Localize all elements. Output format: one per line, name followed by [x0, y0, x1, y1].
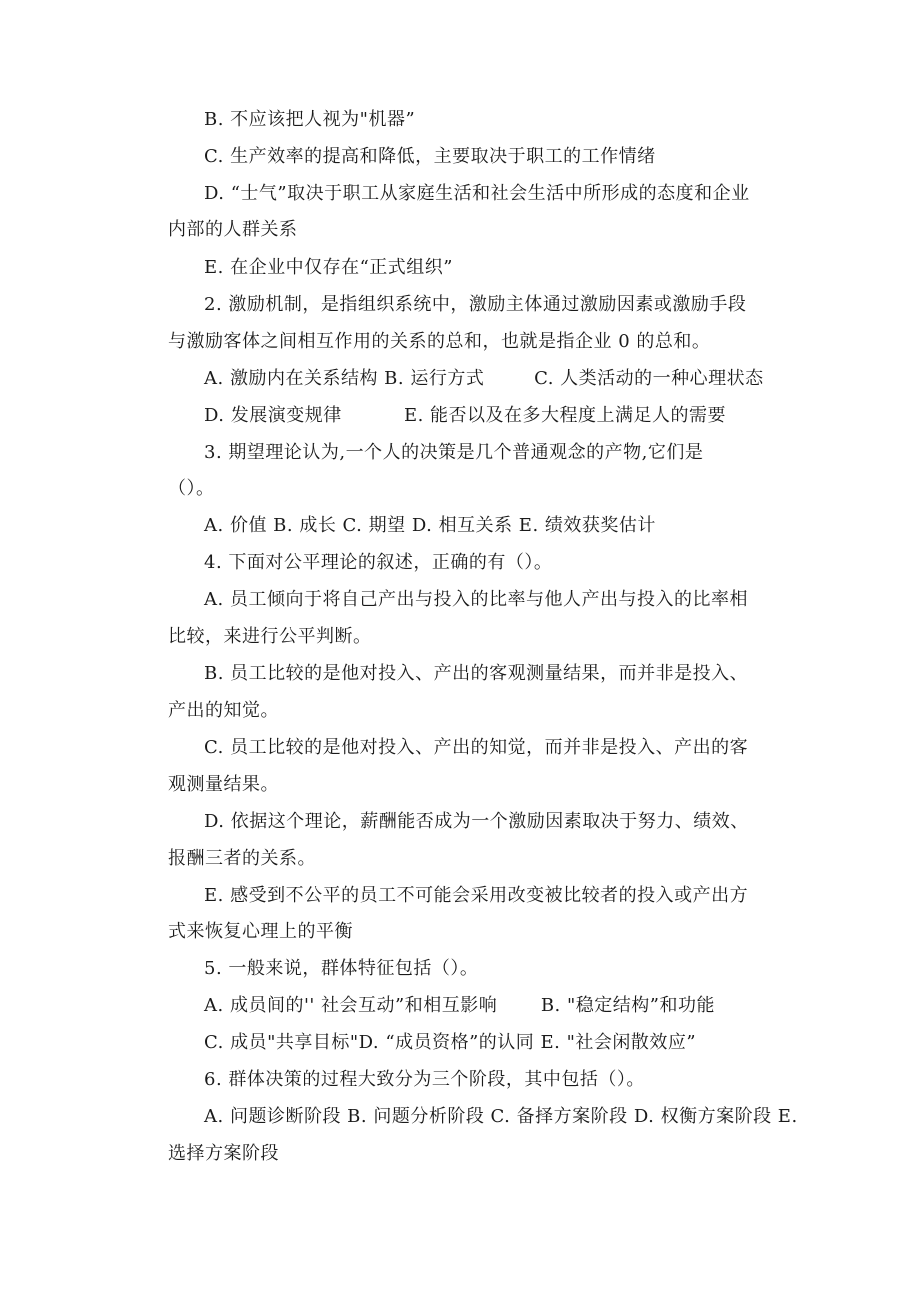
options-q6: A. 问题诊断阶段 B. 问题分析阶段 C. 备择方案阶段 D. 权衡方案阶段 E.: [204, 1106, 798, 1127]
options-q5-ab: A. 成员间的'' 社会互动”和相互影响 B. "稳定结构”和功能: [204, 995, 715, 1016]
options-q2-abc: A. 激励内在关系结构 B. 运行方式 C. 人类活动的一种心理状态: [204, 368, 764, 389]
option-e-q1: E. 在企业中仅存在“正式组织”: [204, 257, 453, 278]
options-q2-de: D. 发展演变规律 E. 能否以及在多大程度上满足人的需要: [204, 405, 727, 426]
option-d-q4-continued: 报酬三者的关系。: [168, 848, 316, 869]
option-d-q4: D. 依据这个理论，薪酬能否成为一个激励因素取决于努力、绩效、: [204, 811, 749, 832]
option-d-q1: D. “士气”取决于职工从家庭生活和社会生活中所形成的态度和企业: [204, 183, 750, 204]
question-6: 6. 群体决策的过程大致分为三个阶段，其中包括（）。: [204, 1069, 645, 1090]
question-2: 2. 激励机制，是指组织系统中，激励主体通过激励因素或激励手段: [204, 294, 747, 315]
option-c-q4-continued: 观测量结果。: [168, 774, 279, 795]
question-3: 3. 期望理论认为,一个人的决策是几个普通观念的产物,它们是: [204, 442, 704, 463]
question-4: 4. 下面对公平理论的叙述，正确的有（）。: [204, 552, 553, 573]
options-q6-continued: 选择方案阶段: [168, 1143, 279, 1164]
question-3-continued: （）。: [168, 478, 215, 499]
option-b-q4: B. 员工比较的是他对投入、产出的客观测量结果，而并非是投入、: [204, 663, 749, 684]
options-q5-cde: C. 成员"共享目标"D. “成员资格”的认同 E. "社会闲散效应”: [204, 1032, 697, 1053]
option-d-q1-continued: 内部的人群关系: [168, 219, 298, 240]
option-c-q1: C. 生产效率的提高和降低，主要取决于职工的工作情绪: [204, 146, 656, 167]
options-q3: A. 价值 B. 成长 C. 期望 D. 相互关系 E. 绩效获奖估计: [204, 515, 656, 536]
option-b-q1: B. 不应该把人视为"机器”: [204, 109, 416, 130]
option-a-q4: A. 员工倾向于将自己产出与投入的比率与他人产出与投入的比率相: [204, 589, 748, 610]
option-b-q4-continued: 产出的知觉。: [168, 700, 279, 721]
option-c-q4: C. 员工比较的是他对投入、产出的知觉，而并非是投入、产出的客: [204, 737, 749, 758]
question-2-continued: 与激励客体之间相互作用的关系的总和，也就是指企业 0 的总和。: [168, 331, 711, 352]
option-a-q4-continued: 比较，来进行公平判断。: [168, 626, 372, 647]
option-e-q4-continued: 式来恢复心理上的平衡: [168, 921, 353, 942]
option-e-q4: E. 感受到不公平的员工不可能会采用改变被比较者的投入或产出方: [204, 885, 749, 906]
question-5: 5. 一般来说，群体特征包括（）。: [204, 958, 479, 979]
